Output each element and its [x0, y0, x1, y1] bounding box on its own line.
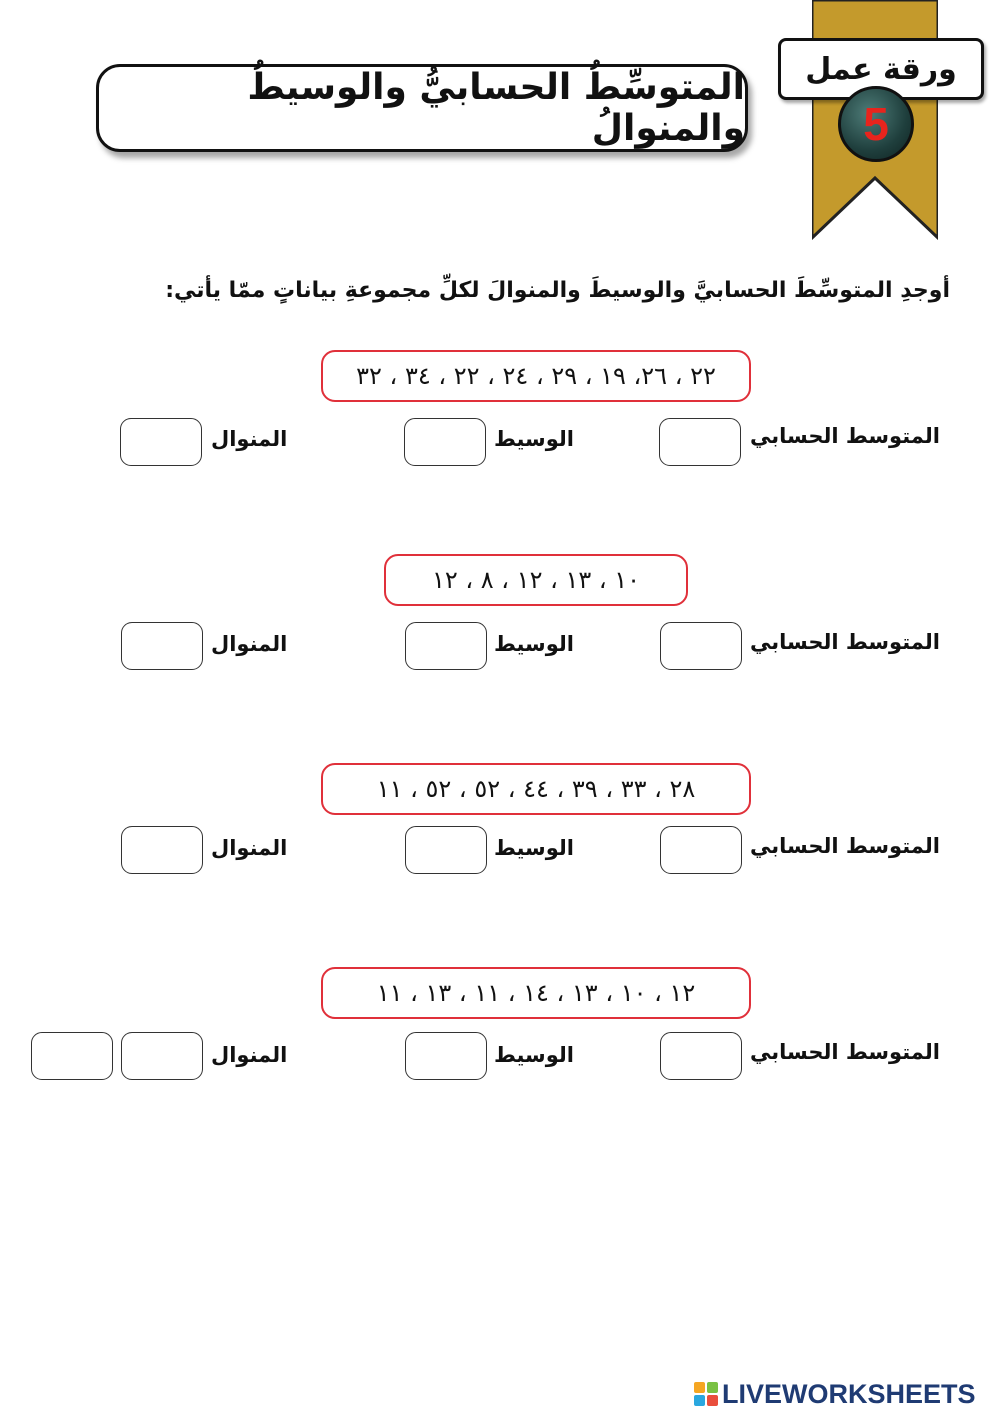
mode-label-3: المنوال: [211, 836, 288, 860]
median-label-4: الوسيط: [494, 1043, 574, 1067]
data-set-2: ١٠ ، ١٣ ، ١٢ ، ٨ ، ١٢: [384, 554, 688, 606]
mean-label-4: المتوسط الحسابي: [750, 1040, 940, 1064]
mode-answer-4b[interactable]: [31, 1032, 113, 1080]
page-title-box: [96, 64, 748, 152]
median-label-1: الوسيط: [494, 427, 574, 451]
instruction-text: أوجدِ المتوسِّطَ الحسابيَّ والوسيطَ والمنوالَ لكلِّ مجموعةِ بياناتٍ ممّا يأتي:: [165, 278, 950, 303]
median-label-2: الوسيط: [494, 632, 574, 656]
median-label-3: الوسيط: [494, 836, 574, 860]
mean-answer-1[interactable]: [659, 418, 741, 466]
median-answer-3[interactable]: [405, 826, 487, 874]
mode-label-4: المنوال: [211, 1043, 288, 1067]
footer-branding: [694, 1374, 976, 1414]
median-answer-2[interactable]: [405, 622, 487, 670]
mode-answer-4a[interactable]: [121, 1032, 203, 1080]
data-set-4: ١٢ ، ١٠ ، ١٣ ، ١٤ ، ١١ ، ١٣ ، ١١: [321, 967, 751, 1019]
mean-answer-4[interactable]: [660, 1032, 742, 1080]
mode-answer-3[interactable]: [121, 826, 203, 874]
median-answer-1[interactable]: [404, 418, 486, 466]
median-answer-4[interactable]: [405, 1032, 487, 1080]
mean-answer-3[interactable]: [660, 826, 742, 874]
page-title: المتوسِّطُ الحسابيُّ والوسيطُ والمنوالُ: [247, 67, 745, 149]
mean-answer-2[interactable]: [660, 622, 742, 670]
data-set-3: ٢٨ ، ٣٣ ، ٣٩ ، ٤٤ ، ٥٢ ، ٥٢ ، ١١: [321, 763, 751, 815]
badge-label: ورقة عمل: [805, 51, 957, 87]
data-set-1: ٢٢ ، ٢٦، ١٩ ، ٢٩ ، ٢٤ ، ٢٢ ، ٣٤ ، ٣٢: [321, 350, 751, 402]
mode-answer-1[interactable]: [120, 418, 202, 466]
badge-number: 5: [863, 98, 889, 150]
mean-label-2: المتوسط الحسابي: [750, 630, 940, 654]
footer-brand-text: LIVEWORKSHEETS: [722, 1378, 976, 1409]
worksheet-number: [838, 86, 914, 162]
mode-label-1: المنوال: [211, 427, 288, 451]
mean-label-1: المتوسط الحسابي: [750, 424, 940, 448]
mean-label-3: المتوسط الحسابي: [750, 834, 940, 858]
mode-answer-2[interactable]: [121, 622, 203, 670]
mode-label-2: المنوال: [211, 632, 288, 656]
liveworksheets-logo-icon: [694, 1382, 718, 1406]
